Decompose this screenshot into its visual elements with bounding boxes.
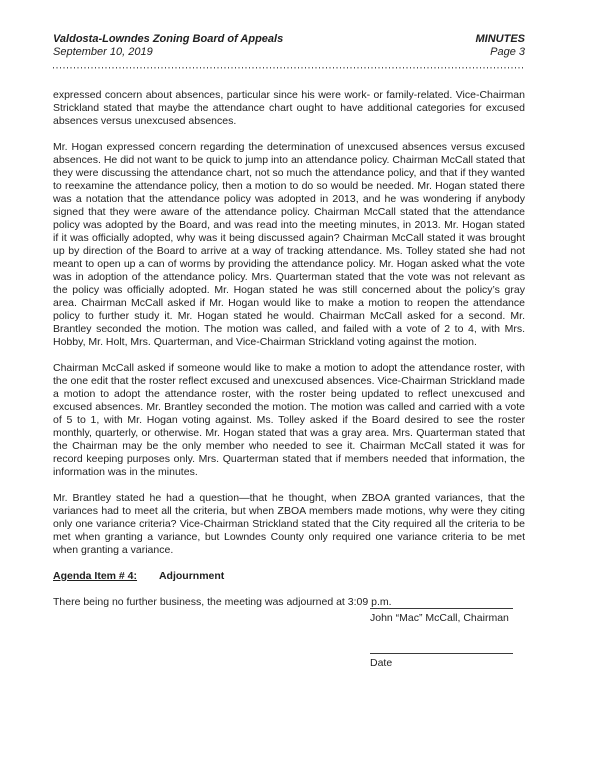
signature-block bbox=[370, 608, 513, 670]
minutes-paragraph: Mr. Hogan expressed concern regarding the determination of unexcused absences versus excused absences. He did not want to be quick to jump into an attendance policy. Chairman McCall stated that they were discussing the attendance chart, not so much the attendance policy, and that if they wanted to reexamine the attendance policy, then a motion to do so would be needed. Mr. Hogan stated there was a notation that the attendance policy was adopted in 2013, and he was wondering if anybody signed that they were aware of the attendance policy. Chairman McCall stated that the attendance policy was adopted by the Board, and was read into the meeting minutes, in 2013. Mr. Hogan stated if it was officially adopted, why was it being discussed again? Chairman McCall stated it was brought up by direction of the Board to arrive at a way of tracking attendance. Ms. Tolley stated she had not meant to open up a can of worms by providing the attendance policy. Mr. Hogan asked what the vote was in adoption of the attendance policy. Mrs. Quarterman stated that the vote was not relevant as the policy was officially adopted. Mr. Hogan stated he was still concerned about the policy’s gray area. Chairman McCall asked if Mr. Hogan would like to make a motion to reopen the attendance policy to further study it. Mr. Hogan stated he would. Chairman McCall asked for a second. Mr. Brantley seconded the motion. The motion was called, and failed with a vote of 2 to 4, with Mrs. Hobby, Mr. Holt, Mrs. Quarterman, and Vice-Chairman Strickland voting against the motion. bbox=[53, 141, 526, 348]
minutes-body bbox=[53, 89, 525, 609]
date-signature bbox=[370, 653, 513, 670]
board-name: Valdosta-Lowndes Zoning Board of Appeals bbox=[53, 33, 284, 45]
chairman-signature-label: John “Mac” McCall, Chairman bbox=[370, 612, 509, 624]
signature-line bbox=[370, 608, 513, 609]
page-number: Page 3 bbox=[490, 46, 525, 58]
minutes-paragraph: Mr. Brantley stated he had a question—that he thought, when ZBOA granted variances, that the variances had to meet all the criteria, but when ZBOA members made motions, why were they citing only one variance criteria? Vice-Chairman Strickland stated that the City required all the criteria to be met when granting a variance, but Lowndes County only required one variance criteria to be met when granting a variance. bbox=[53, 492, 525, 556]
header-row-bottom bbox=[53, 46, 525, 59]
header-row-top bbox=[53, 33, 525, 46]
closing-statement: There being no further business, the meeting was adjourned at 3:09 p.m. bbox=[53, 596, 392, 608]
date-signature-label: Date bbox=[370, 657, 393, 669]
dotted-separator bbox=[53, 67, 525, 69]
chairman-signature bbox=[370, 608, 513, 625]
page-header bbox=[53, 33, 525, 69]
doc-type-label: MINUTES bbox=[475, 33, 525, 45]
signature-line bbox=[370, 653, 513, 654]
agenda-item-title: Adjournment bbox=[158, 570, 225, 582]
agenda-item-heading bbox=[53, 570, 525, 583]
agenda-item-label: Agenda Item # 4: bbox=[53, 570, 138, 582]
minutes-paragraph: expressed concern about absences, particular since his were work- or family-related. Vice-Chairman Strickland stated that maybe the attendance chart ought to have additional categories for excused absences versus unexcused absences. bbox=[53, 89, 525, 127]
meeting-date: September 10, 2019 bbox=[53, 46, 153, 58]
minutes-paragraph: Chairman McCall asked if someone would like to make a motion to adopt the attendance roster, with the one edit that the roster reflect excused and unexcused absences. Vice-Chairman Strickland made a motion to adopt the attendance roster, with the roster being updated to reflect unexcused and excused absences. Mr. Brantley seconded the motion. The motion was called and carried with a vote of 5 to 1, with Mr. Hogan voting against. Ms. Tolley asked if the Board desired to see the roster monthly, quarterly, or otherwise. Mr. Hogan stated that was a gray area. Mrs. Quarterman stated that the Chairman may be the only member who needed to see it. Chairman McCall stated it was for record keeping purposes only. Mrs. Quarterman stated that if members needed that information, the information was in the minutes. bbox=[53, 362, 525, 478]
